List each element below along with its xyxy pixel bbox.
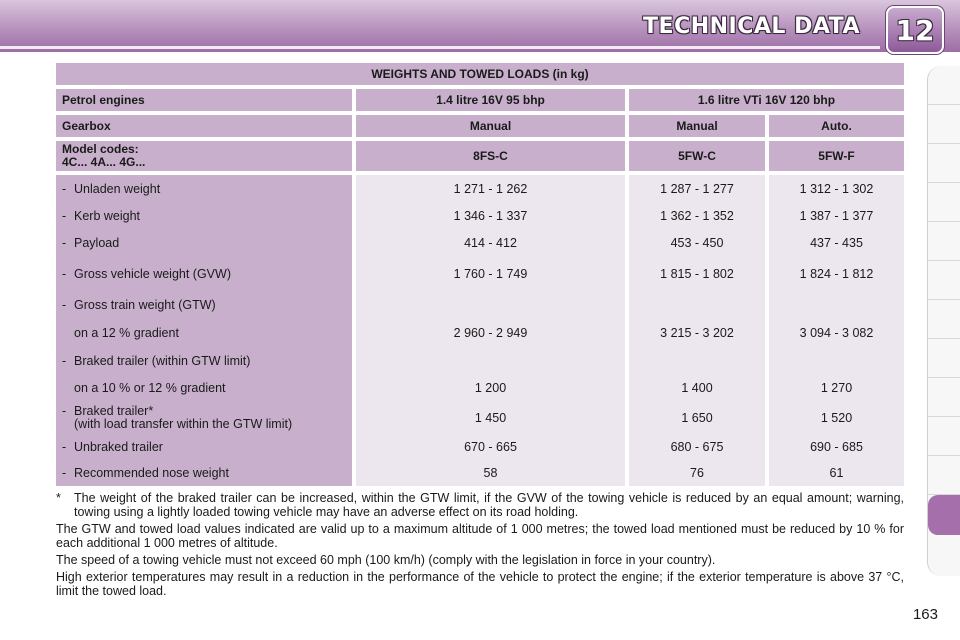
row-dash: -: [62, 298, 67, 312]
row-dash: -: [62, 266, 67, 281]
table-row: [56, 291, 904, 319]
row-value-1: 670 - 665: [352, 434, 625, 460]
row-label-text: on a 12 % gradient: [74, 326, 179, 340]
footnote-text: The weight of the braked trailer can be increased, within the GTW limit, if the GVW of the towing vehicle is reduced by an equal amount; warning, towing using a lightly loaded towing vehicle may have an adverse effect on its road holding.: [74, 491, 904, 519]
chapter-tab-active[interactable]: [928, 495, 960, 535]
row-label-text: Unladen weight: [74, 181, 161, 196]
weights-table: [56, 63, 904, 486]
table-row: [56, 202, 904, 229]
row-value-3: 1 270: [765, 375, 904, 401]
row-dash: -: [62, 403, 67, 418]
row-value-3: [765, 291, 904, 319]
row-value-3: 61: [765, 460, 904, 486]
gearbox-1: Manual: [352, 115, 625, 141]
row-value-3: 1 312 - 1 302: [765, 175, 904, 202]
row-label-text: Kerb weight: [74, 208, 141, 223]
row-dash: -: [62, 181, 67, 196]
table-row: [56, 347, 904, 375]
notes: [56, 491, 904, 601]
row-label: [56, 319, 352, 347]
row-value-1: [352, 291, 625, 319]
header-rule: [0, 46, 880, 49]
engine-2: 1.6 litre VTi 16V 120 bhp: [625, 89, 904, 115]
row-label: [56, 202, 352, 229]
engine-1: 1.4 litre 16V 95 bhp: [352, 89, 625, 115]
row-value-1: 1 346 - 1 337: [352, 202, 625, 229]
row-label-text: Gross vehicle weight (GVW): [74, 266, 231, 281]
gearbox-row: [56, 115, 904, 141]
row-label-text: on a 10 % or 12 % gradient: [74, 381, 226, 395]
row-label: [56, 347, 352, 375]
row-value-2: 453 - 450: [625, 229, 765, 256]
row-value-1: 1 271 - 1 262: [352, 175, 625, 202]
model-codes-label-line-1: Model codes:: [62, 142, 139, 156]
row-value-2: 1 650: [625, 401, 765, 434]
model-code-3: 5FW-F: [765, 141, 904, 175]
row-dash: -: [62, 208, 67, 223]
chapter-tab[interactable]: [928, 261, 960, 300]
row-label-text: Unbraked trailer: [74, 440, 163, 454]
row-value-2: 1 287 - 1 277: [625, 175, 765, 202]
row-value-2: [625, 291, 765, 319]
row-dash: -: [62, 235, 67, 250]
row-value-2: 3 215 - 3 202: [625, 319, 765, 347]
table-row: [56, 229, 904, 256]
model-code-1: 8FS-C: [352, 141, 625, 175]
chapter-tab[interactable]: [928, 378, 960, 417]
footnote-marker: *: [56, 491, 61, 505]
speed-note: The speed of a towing vehicle must not exceed 60 mph (100 km/h) (comply with the legislation in force in your country).: [56, 553, 716, 567]
model-code-2: 5FW-C: [625, 141, 765, 175]
row-label: [56, 291, 352, 319]
chapter-tab[interactable]: [928, 300, 960, 339]
row-label: [56, 401, 352, 434]
table-row: [56, 434, 904, 460]
table-row: [56, 401, 904, 434]
row-value-3: 1 387 - 1 377: [765, 202, 904, 229]
row-value-1: [352, 347, 625, 375]
row-value-2: [625, 347, 765, 375]
row-label-text: Gross train weight (GTW): [74, 298, 216, 312]
table-row: [56, 256, 904, 291]
row-label: [56, 229, 352, 256]
model-codes-row: [56, 141, 904, 175]
model-codes-label: [56, 141, 352, 175]
row-value-3: 1 824 - 1 812: [765, 256, 904, 291]
chapter-tab[interactable]: [928, 144, 960, 183]
row-label-text: Braked trailer*: [74, 403, 154, 418]
row-value-3: [765, 347, 904, 375]
row-value-1: 1 450: [352, 401, 625, 434]
chapter-tab[interactable]: [928, 339, 960, 378]
gearbox-label: Gearbox: [56, 115, 352, 141]
chapter-tabs: [927, 66, 960, 576]
chapter-tab[interactable]: [928, 183, 960, 222]
row-value-1: 1 200: [352, 375, 625, 401]
row-dash: -: [62, 440, 67, 454]
altitude-note: The GTW and towed load values indicated are valid up to a maximum altitude of 1 000 metres; the towed load mentioned must be reduced by 10 % for each additional 1 000 metres of altitude.: [56, 522, 904, 550]
chapter-tab[interactable]: [928, 222, 960, 261]
row-label: [56, 256, 352, 291]
table-row: [56, 375, 904, 401]
row-dash: -: [62, 466, 67, 480]
chapter-tab[interactable]: [928, 417, 960, 456]
section-title: TECHNICAL DATA: [643, 14, 860, 39]
temperature-note: High exterior temperatures may result in a reduction in the performance of the vehicle to protect the engine; if the exterior temperature is above 37 °C, limit the towed load.: [56, 570, 904, 598]
row-value-2: 76: [625, 460, 765, 486]
row-value-3: 1 520: [765, 401, 904, 434]
gearbox-2: Manual: [625, 115, 765, 141]
row-dash: -: [62, 354, 67, 368]
chapter-tab[interactable]: [928, 456, 960, 495]
row-label-text: Payload: [74, 235, 120, 250]
row-value-1: 1 760 - 1 749: [352, 256, 625, 291]
chapter-tab[interactable]: [928, 105, 960, 144]
table-row: [56, 175, 904, 202]
table-row: [56, 319, 904, 347]
engines-label: Petrol engines: [56, 89, 352, 115]
row-value-1: 58: [352, 460, 625, 486]
table-title-row: [56, 63, 904, 89]
page-header: [0, 0, 960, 52]
chapter-number: 12: [895, 13, 935, 47]
row-value-3: 690 - 685: [765, 434, 904, 460]
page-number: 163: [912, 606, 938, 623]
chapter-tab[interactable]: [928, 66, 960, 105]
engines-row: [56, 89, 904, 115]
row-value-2: 1 815 - 1 802: [625, 256, 765, 291]
row-label-subtext: (with load transfer within the GTW limit): [74, 416, 293, 431]
table-title: WEIGHTS AND TOWED LOADS (in kg): [56, 63, 904, 89]
row-label: [56, 434, 352, 460]
row-label-text: Braked trailer (within GTW limit): [74, 354, 251, 368]
row-value-3: 437 - 435: [765, 229, 904, 256]
row-label: [56, 460, 352, 486]
chapter-badge: [886, 6, 944, 54]
row-value-3: 3 094 - 3 082: [765, 319, 904, 347]
row-value-2: 1 400: [625, 375, 765, 401]
gearbox-3: Auto.: [765, 115, 904, 141]
table-row: [56, 460, 904, 486]
model-codes-label-line-2: 4C... 4A... 4G...: [62, 155, 146, 169]
footnote: [56, 491, 904, 519]
row-value-1: 2 960 - 2 949: [352, 319, 625, 347]
row-value-2: 680 - 675: [625, 434, 765, 460]
row-label: [56, 375, 352, 401]
row-label: [56, 175, 352, 202]
row-value-1: 414 - 412: [352, 229, 625, 256]
row-label-text: Recommended nose weight: [74, 466, 229, 480]
row-value-2: 1 362 - 1 352: [625, 202, 765, 229]
